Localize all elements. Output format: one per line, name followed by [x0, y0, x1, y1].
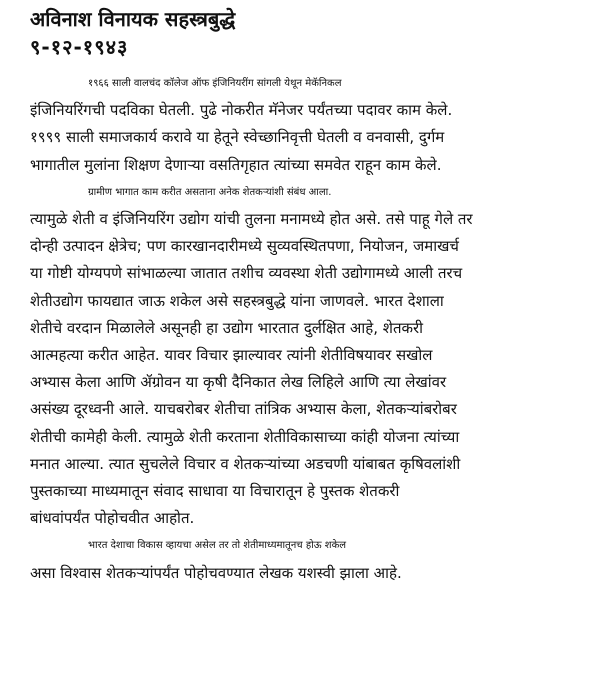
- text-line: पुस्तकाच्या माध्यमातून संवाद साधावा या विचारातून हे पुस्तक शेतकरी: [30, 482, 400, 501]
- text-line: असंख्य दूरध्वनी आले. याचबरोबर शेतीचा तांत्रिक अभ्यास केला, शेतकऱ्यांबरोबर: [30, 400, 457, 419]
- text-line: असा विश्वास शेतकऱ्यांपर्यंत पोहोचवण्यात लेखक यशस्वी झाला आहे.: [30, 563, 402, 582]
- bio-paragraph-1: [30, 70, 570, 179]
- text-line: त्यामुळे शेती व इंजिनियरिंग उद्योग यांची तुलना मनामध्ये होत असे. तसे पाहू गेले तर: [30, 210, 473, 229]
- text-line: भारत देशाचा विकास व्हायचा असेल तर तो शेतीमाध्यमातूनच होऊ शकेल: [88, 540, 347, 552]
- text-line: शेतीचे वरदान मिळालेले असूनही हा उद्योग भारतात दुर्लक्षित आहे, शेतकरी: [30, 318, 424, 337]
- text-line: १९९९ साली समाजकार्य करावे या हेतूने स्वेच्छानिवृत्ती घेतली व वनवासी, दुर्गम: [30, 128, 445, 147]
- text-line: या गोष्टी योग्यपणे सांभाळल्या जातात तशीच व्यवस्था शेती उद्योगामध्ये आली तरच: [30, 264, 463, 283]
- text-line: १९६६ साली वालचंद कॉलेज ऑफ इंजिनियरींग सांगली येथून मेकॅनिकल: [88, 78, 342, 89]
- author-name: अविनाश विनायक सहस्त्रबुद्धे: [30, 7, 236, 31]
- text-line: अभ्यास केला आणि ॲग्रोवन या कृषी दैनिकात लेख लिहिले आणि त्या लेखांवर: [30, 373, 447, 392]
- text-line: मनात आल्या. त्यात सुचलेले विचार व शेतकऱ्यांच्या अडचणी यांबाबत कृषिवलांशी: [30, 454, 461, 473]
- text-line: आत्महत्या करीत आहेत. यावर विचार झाल्यावर त्यांनी शेतीविषयावर सखोल: [30, 346, 433, 365]
- bio-paragraph-3: [30, 532, 570, 586]
- text-line: बांधवांपर्यंत पोहोचवीत आहोत.: [30, 509, 195, 528]
- bio-paragraph-2: [30, 179, 570, 533]
- text-line: भागातील मुलांना शिक्षण देणाऱ्या वसतिगृहात त्यांच्या समवेत राहून काम केले.: [30, 155, 442, 174]
- text-line: दोन्ही उत्पादन क्षेत्रेच; पण कारखानदारीमध्ये सुव्यवस्थितपणा, नियोजन, जमाखर्च: [30, 237, 459, 256]
- text-line: शेतीउद्योग फायद्यात जाऊ शकेल असे सहस्त्रबुद्धे यांना जाणवले. भारत देशाला: [30, 291, 444, 310]
- birth-date: ९-१२-१९४३: [30, 35, 129, 59]
- text-line: इंजिनियरिंगची पदविका घेतली. पुढे नोकरीत मॅनेजर पर्यंतच्या पदावर काम केले.: [30, 101, 453, 120]
- text-line: शेतीची कामेही केली. त्यामुळे शेती करताना शेतीविकासाच्या कांही योजना त्यांच्या: [30, 427, 460, 446]
- text-line: ग्रामीण भागात काम करीत असताना अनेक शेतकऱ्यांशी संबंध आला.: [88, 186, 332, 198]
